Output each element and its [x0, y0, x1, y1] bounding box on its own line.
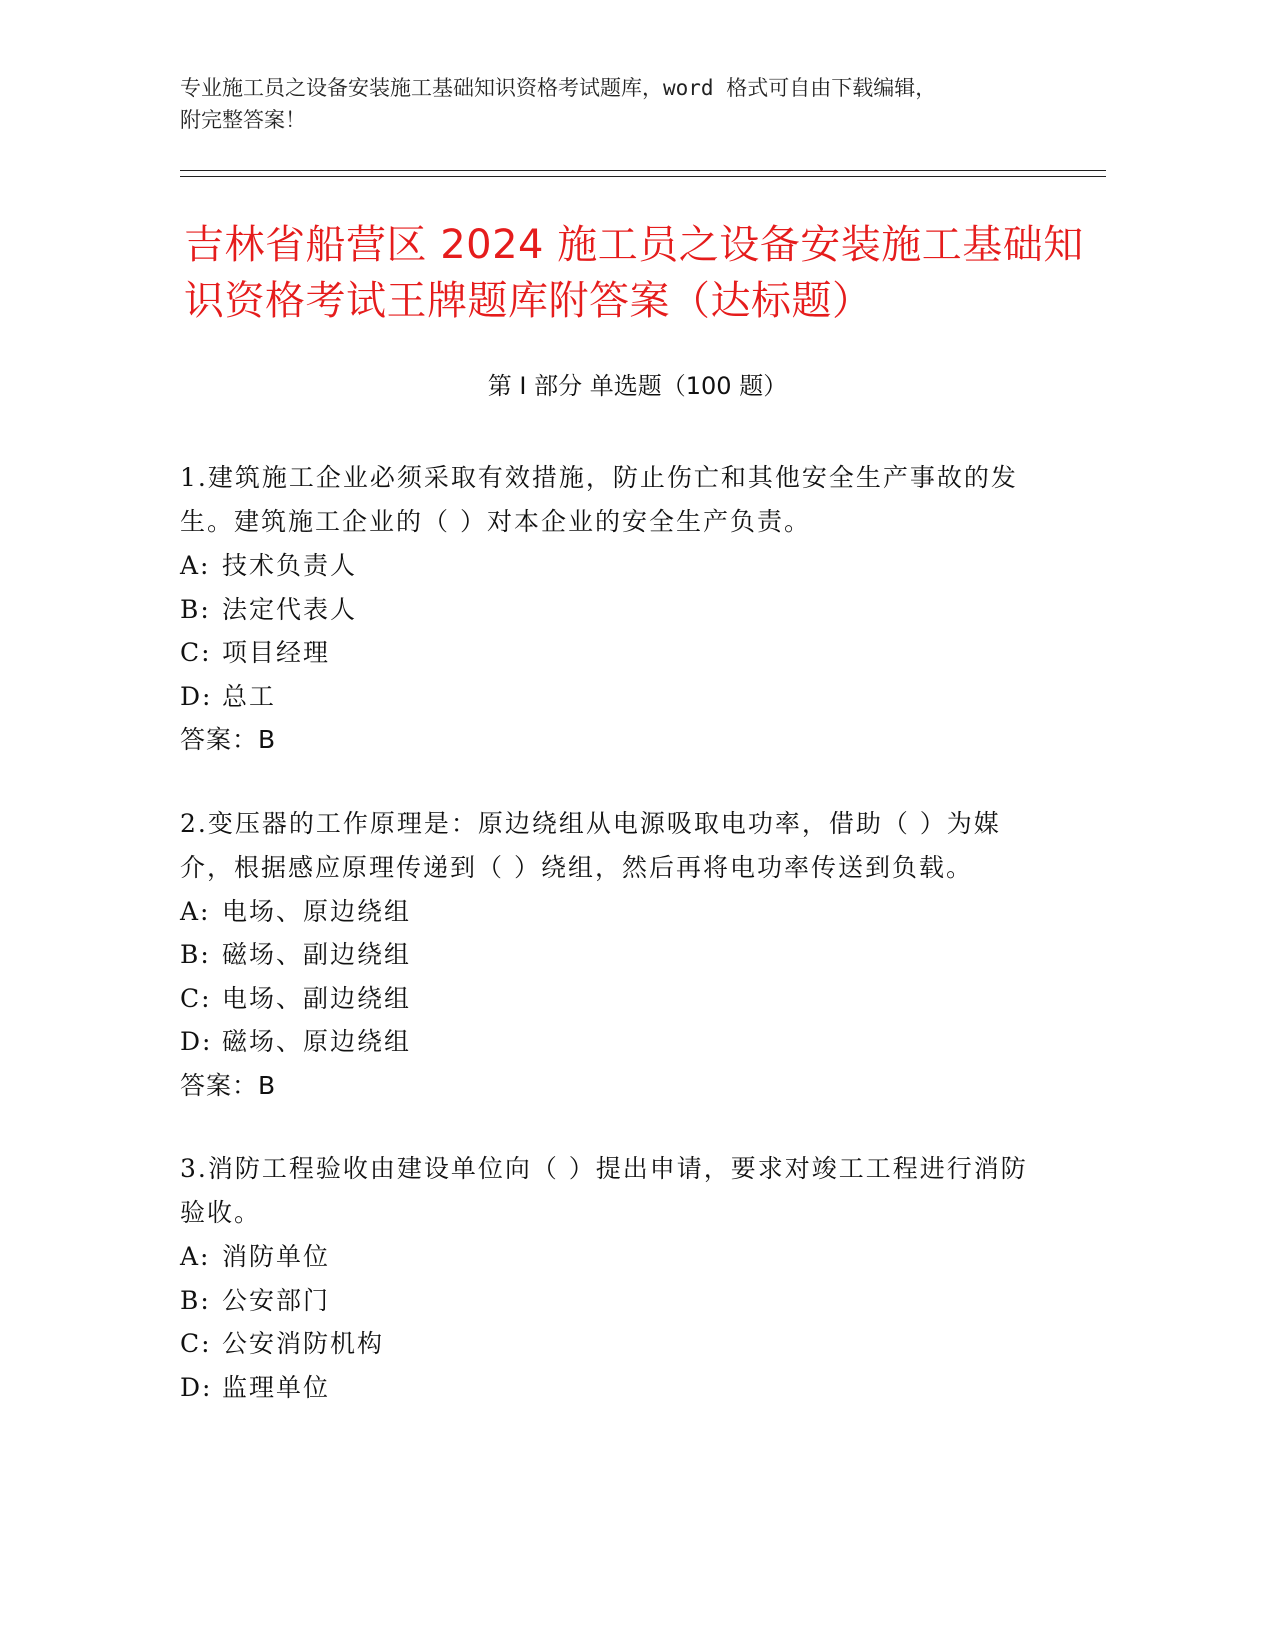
option-c [180, 1322, 1050, 1366]
option-d [180, 675, 1050, 719]
answer-line: 答案：B [180, 725, 277, 754]
option-c [180, 977, 1050, 1021]
option-a [180, 544, 1050, 588]
option-b [180, 933, 1050, 977]
header-line-2: 附完整答案！ [180, 108, 306, 132]
answer-line: 答案：B [180, 1070, 277, 1100]
option-a [180, 890, 1050, 934]
option-letter: D: [180, 1027, 213, 1056]
option-letter: B: [180, 1285, 211, 1315]
question-1 [180, 456, 1050, 762]
option-text: 电场、原边绕组 [222, 896, 412, 926]
option-b [180, 588, 1050, 632]
option-letter: C: [180, 1329, 212, 1358]
option-text: 消防单位 [222, 1242, 331, 1271]
option-text: 磁场、原边绕组 [222, 1027, 412, 1056]
option-d [180, 1020, 1050, 1064]
option-letter: D: [180, 681, 213, 711]
option-text: 技术负责人 [222, 551, 358, 580]
option-letter: A: [180, 896, 211, 926]
option-letter: A: [180, 1242, 211, 1271]
page-header [180, 72, 1100, 136]
option-text: 公安消防机构 [222, 1329, 385, 1358]
header-divider-top [180, 170, 1106, 171]
option-letter: C: [180, 638, 212, 667]
option-b [180, 1279, 1050, 1323]
option-letter: B: [180, 940, 211, 969]
option-a [180, 1235, 1050, 1279]
option-text: 总工 [222, 681, 277, 711]
section-heading: 第 I 部分 单选题（100 题） [487, 372, 788, 400]
option-d [180, 1366, 1050, 1410]
question-2 [180, 802, 1050, 1108]
question-stem: 1.建筑施工企业必须采取有效措施，防止伤亡和其他安全生产事故的发生。建筑施工企业的（ ）对本企业的安全生产负责。 [180, 463, 1018, 536]
option-c [180, 631, 1050, 675]
option-text: 公安部门 [222, 1285, 331, 1315]
option-text: 监理单位 [222, 1372, 331, 1402]
option-letter: A: [180, 551, 211, 580]
option-letter: D: [180, 1372, 213, 1402]
option-text: 电场、副边绕组 [222, 983, 412, 1013]
option-letter: C: [180, 983, 212, 1013]
question-stem: 3.消防工程验收由建设单位向（ ）提出申请，要求对竣工工程进行消防验收。 [180, 1154, 1028, 1227]
option-letter: B: [180, 594, 211, 624]
header-line-1: 专业施工员之设备安装施工基础知识资格考试题库，word 格式可自由下载编辑， [180, 76, 937, 100]
option-text: 磁场、副边绕组 [222, 940, 412, 969]
option-text: 法定代表人 [222, 594, 358, 624]
question-3 [180, 1147, 1050, 1409]
option-text: 项目经理 [222, 638, 331, 667]
document-title: 吉林省船营区 2024 施工员之设备安装施工基础知识资格考试王牌题库附答案（达标题） [184, 222, 1084, 324]
header-divider-bottom [180, 176, 1106, 177]
question-stem: 2.变压器的工作原理是：原边绕组从电源吸取电功率，借助（ ）为媒介，根据感应原理传递到（ ）绕组，然后再将电功率传送到负载。 [180, 808, 1001, 882]
question-list [180, 456, 1050, 1449]
